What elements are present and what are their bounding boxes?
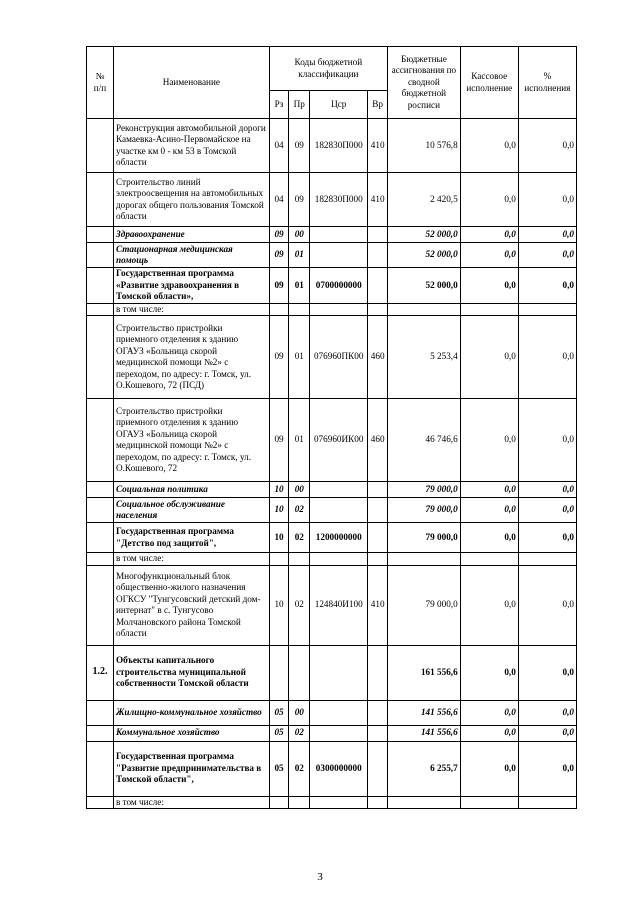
page-number: 3 [317,871,323,883]
row-number [87,700,114,725]
header-num: № п/п [87,47,114,119]
row-number [87,796,114,809]
row-csr [310,796,368,809]
row-name: Государственная программа "Развитие предпринимательства в Томской области", [113,741,269,796]
row-cash: 0,0 [460,725,518,741]
row-budget: 141 556,6 [388,725,461,741]
row-budget [388,553,461,566]
row-pr: 00 [289,700,310,725]
row-percent [518,303,576,316]
row-vr [368,523,388,553]
row-number [87,553,114,566]
row-name: в том числе: [113,553,269,566]
row-cash: 0,0 [460,645,518,700]
row-vr [368,268,388,304]
row-rz: 10 [269,482,289,498]
row-rz: 10 [269,498,289,523]
row-vr [368,482,388,498]
row-vr [368,553,388,566]
row-number [87,316,114,399]
row-budget: 2 420,5 [388,173,461,227]
row-cash [460,303,518,316]
row-csr [310,725,368,741]
row-vr [368,700,388,725]
table-row [87,498,577,523]
row-percent: 0,0 [518,741,576,796]
row-number [87,268,114,304]
row-cash: 0,0 [460,565,518,645]
row-pr: 09 [289,173,310,227]
row-budget: 6 255,7 [388,741,461,796]
row-pr: 02 [289,498,310,523]
row-budget: 52 000,0 [388,268,461,304]
row-csr [310,227,368,243]
row-pr: 00 [289,482,310,498]
row-pr: 01 [289,399,310,482]
row-pr: 02 [289,523,310,553]
row-percent: 0,0 [518,523,576,553]
table-row [87,645,577,700]
row-number [87,173,114,227]
row-budget: 52 000,0 [388,243,461,268]
row-cash: 0,0 [460,243,518,268]
row-rz: 04 [269,119,289,173]
row-percent: 0,0 [518,173,576,227]
row-name: Государственная программа "Детство под защитой", [113,523,269,553]
row-rz: 05 [269,725,289,741]
row-vr [368,796,388,809]
row-rz: 09 [269,243,289,268]
table-row [87,725,577,741]
row-number [87,498,114,523]
row-vr: 410 [368,119,388,173]
row-budget: 79 000,0 [388,482,461,498]
row-number [87,303,114,316]
row-csr [310,553,368,566]
header-pr: Пр [289,91,310,119]
row-name: Реконструкция автомобильной дороги Камаевка-Асино-Первомайское на участке км 0 - км 53 в Томской области [113,119,269,173]
header-cash: Кассовое исполнение [460,47,518,119]
table-row [87,268,577,304]
row-budget: 161 556,6 [388,645,461,700]
row-name: Государственная программа «Развитие здравоохранения в Томской области», [113,268,269,304]
row-pr: 00 [289,227,310,243]
table-row [87,316,577,399]
table-row [87,243,577,268]
row-vr [368,725,388,741]
row-csr: 076960ПК00 [310,316,368,399]
row-name: Строительство пристройки приемного отделения к зданию ОГАУЗ «Больница скорой медицинской помощи №2» с переходом, по адресу: г. Томск, ул. О.Кошевого, 72 [113,399,269,482]
row-number [87,523,114,553]
table-row [87,741,577,796]
row-name: Социальная политика [113,482,269,498]
row-csr [310,645,368,700]
row-name: Стационарная медицинская помощь [113,243,269,268]
row-name: Здравоохранение [113,227,269,243]
row-percent [518,796,576,809]
table-row [87,553,577,566]
row-vr: 460 [368,316,388,399]
row-name: Строительство линий электроосвещения на автомобильных дорогах общего пользования Томской области [113,173,269,227]
row-rz: 10 [269,565,289,645]
row-csr: 182830П000 [310,119,368,173]
row-percent: 0,0 [518,498,576,523]
row-cash: 0,0 [460,316,518,399]
row-cash: 0,0 [460,523,518,553]
row-name: Коммунальное хозяйство [113,725,269,741]
row-vr: 410 [368,173,388,227]
row-csr [310,700,368,725]
row-name: в том числе: [113,796,269,809]
row-pr [289,645,310,700]
row-percent: 0,0 [518,227,576,243]
header-vr: Вр [368,91,388,119]
row-vr: 410 [368,565,388,645]
row-budget: 46 746,6 [388,399,461,482]
row-percent: 0,0 [518,316,576,399]
row-percent: 0,0 [518,268,576,304]
table-row [87,565,577,645]
row-rz: 09 [269,227,289,243]
row-budget [388,796,461,809]
row-percent: 0,0 [518,725,576,741]
row-csr [310,482,368,498]
row-percent [518,553,576,566]
row-pr: 02 [289,741,310,796]
row-cash: 0,0 [460,119,518,173]
table-row [87,523,577,553]
row-rz: 05 [269,700,289,725]
row-rz [269,645,289,700]
table-row [87,700,577,725]
header-csr: Цср [310,91,368,119]
row-percent: 0,0 [518,700,576,725]
row-name: Объекты капитального строительства муниципальной собственности Томской области [113,645,269,700]
table-row [87,303,577,316]
row-csr: 182830П000 [310,173,368,227]
row-budget: 79 000,0 [388,565,461,645]
header-rz: Рз [269,91,289,119]
row-csr: 1200000000 [310,523,368,553]
row-csr [310,498,368,523]
row-percent: 0,0 [518,565,576,645]
row-cash: 0,0 [460,268,518,304]
table-row [87,482,577,498]
row-cash: 0,0 [460,227,518,243]
row-percent: 0,0 [518,243,576,268]
row-number: 1.2. [87,645,114,700]
row-csr: 0300000000 [310,741,368,796]
row-number [87,243,114,268]
row-number [87,725,114,741]
row-rz [269,553,289,566]
row-pr: 01 [289,243,310,268]
row-budget: 79 000,0 [388,498,461,523]
row-vr [368,243,388,268]
table-body [87,119,577,809]
row-name: Многофункциональный блок общественно-жилого назначения ОГКСУ "Тунгусовский детский дом-интернат" в с. Тунгусово Молчановского района Томской области [113,565,269,645]
row-rz [269,303,289,316]
row-pr [289,796,310,809]
row-csr: 124840И100 [310,565,368,645]
row-vr [368,303,388,316]
row-cash: 0,0 [460,482,518,498]
table-row [87,227,577,243]
row-csr: 0700000000 [310,268,368,304]
row-vr [368,741,388,796]
row-rz: 04 [269,173,289,227]
row-cash: 0,0 [460,173,518,227]
row-rz: 09 [269,399,289,482]
row-vr [368,498,388,523]
row-csr [310,243,368,268]
row-cash: 0,0 [460,399,518,482]
row-pr: 02 [289,565,310,645]
row-pr [289,303,310,316]
row-pr: 01 [289,316,310,399]
row-number [87,565,114,645]
row-rz: 09 [269,268,289,304]
row-vr [368,645,388,700]
table-row [87,399,577,482]
row-number [87,741,114,796]
row-cash [460,553,518,566]
row-cash: 0,0 [460,700,518,725]
row-number [87,227,114,243]
row-number [87,119,114,173]
row-number [87,399,114,482]
row-percent: 0,0 [518,645,576,700]
row-pr: 02 [289,725,310,741]
row-csr [310,303,368,316]
row-rz: 10 [269,523,289,553]
row-pr: 09 [289,119,310,173]
row-percent: 0,0 [518,399,576,482]
row-vr [368,227,388,243]
row-budget: 52 000,0 [388,227,461,243]
row-name: Строительство пристройки приемного отделения к зданию ОГАУЗ «Больница скорой медицинской помощи №2» с переходом, по адресу: г. Томск, ул. О.Кошевого, 72 (ПСД) [113,316,269,399]
row-cash: 0,0 [460,498,518,523]
row-cash [460,796,518,809]
row-cash: 0,0 [460,741,518,796]
row-percent: 0,0 [518,482,576,498]
row-vr: 460 [368,399,388,482]
table-row [87,119,577,173]
row-pr [289,553,310,566]
row-name: в том числе: [113,303,269,316]
row-number [87,482,114,498]
table-row [87,796,577,809]
row-rz [269,796,289,809]
row-name: Социальное обслуживание населения [113,498,269,523]
table-row [87,173,577,227]
header-name: Наименование [113,47,269,119]
budget-table [86,46,577,809]
row-rz: 05 [269,741,289,796]
row-budget [388,303,461,316]
row-rz: 09 [269,316,289,399]
row-budget: 10 576,8 [388,119,461,173]
header-budget: Бюджетные ассигнования по сводной бюджетной росписи [388,47,461,119]
row-percent: 0,0 [518,119,576,173]
row-pr: 01 [289,268,310,304]
row-budget: 141 556,6 [388,700,461,725]
row-budget: 5 253,4 [388,316,461,399]
row-budget: 79 000,0 [388,523,461,553]
row-name: Жилищно-коммунальное хозяйство [113,700,269,725]
row-csr: 076960ИК00 [310,399,368,482]
header-percent: % исполнения [518,47,576,119]
header-codes-group: Коды бюджетной классификации [269,47,387,91]
